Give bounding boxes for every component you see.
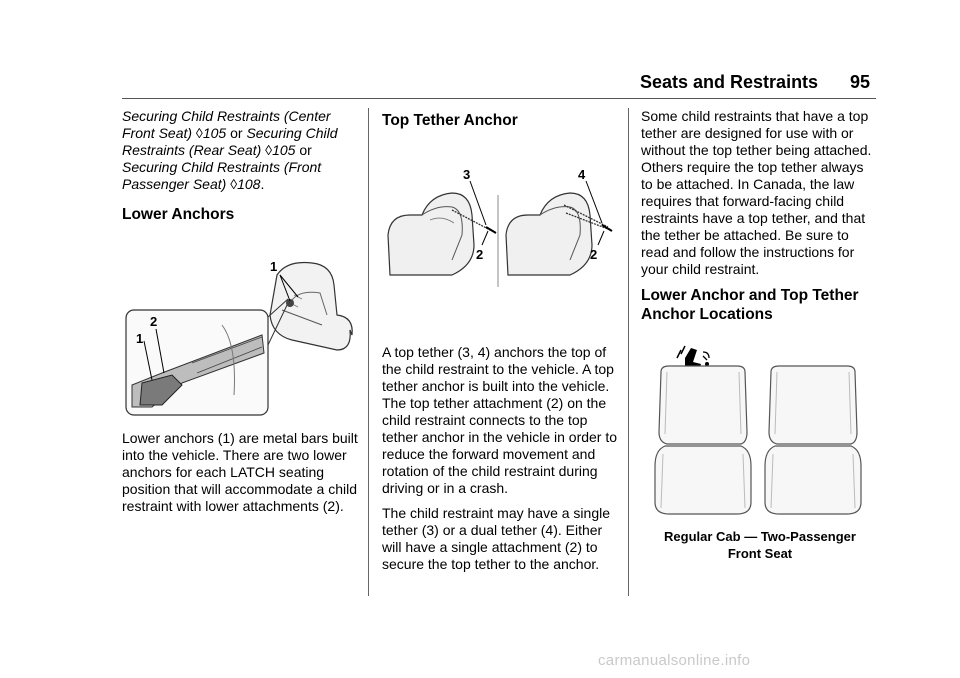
- xref-link-front-passenger[interactable]: Securing Child Restraints (Front Passenger Seat): [122, 159, 322, 192]
- tether-requirements-paragraph: Some child restraints that have a top tether are designed for use with or without the top tether being attached. Others require the top tether always to be attached. In Canada, the law requires that forward-facing child restraints have a top tether, and that the tether be attached. Be sure to read and follow the instructions for your child restraint.: [641, 108, 872, 277]
- page-number: 95: [850, 72, 871, 92]
- column-divider-1: [368, 108, 369, 596]
- label-1-bottom: 1: [136, 331, 144, 346]
- page-reference-icon: ◊: [265, 142, 273, 158]
- anchor-locations-illustration: [641, 342, 879, 522]
- site-watermark[interactable]: carmanualsonline.info: [598, 652, 751, 669]
- xref-period: .: [260, 176, 265, 192]
- label-3: 3: [463, 167, 471, 182]
- header-divider: [122, 98, 876, 99]
- page-reference-icon: ◊: [230, 176, 238, 192]
- top-tether-paragraph-1: A top tether (3, 4) anchors the top of the child restraint to the vehicle. A top tether anchor is built into the vehicle. The top tether attachment (2) on the child restraint connects to the top tether anchor in the vehicle in order to reduce the forward movement and rotation of the child restraint during driving or in a crash.: [382, 344, 618, 496]
- figure-caption: [641, 528, 879, 562]
- cross-reference-paragraph: [122, 108, 358, 193]
- xref-link-center-front[interactable]: Securing Child Restraints (Center Front Seat): [122, 108, 331, 141]
- xref-or: or: [299, 142, 312, 158]
- column-1-body: [122, 430, 358, 523]
- column-divider-2: [628, 108, 629, 596]
- caption-line-2: Front Seat: [727, 546, 793, 561]
- top-tether-paragraph-2: The child restraint may have a single tether (3) or a dual tether (4). Either will have a single attachment (2) to secure the top tether to the anchor.: [382, 505, 610, 572]
- column-3: [641, 108, 879, 324]
- label-2-left: 2: [476, 247, 484, 262]
- column-1: [122, 108, 358, 224]
- lower-anchors-illustration: [122, 255, 362, 420]
- heading-anchor-locations: Lower Anchor and Top Tether Anchor Locations: [641, 287, 859, 323]
- top-tether-illustration: [382, 165, 620, 295]
- xref-page-a[interactable]: 105: [202, 125, 227, 141]
- heading-top-tether-anchor: Top Tether Anchor: [382, 112, 518, 129]
- page-section-title: Seats and Restraints: [640, 72, 819, 92]
- lower-anchors-paragraph: Lower anchors (1) are metal bars built into the vehicle. There are two lower anchors for each LATCH seating position that will accommodate a child restraint with lower attachments (2).: [122, 430, 358, 514]
- label-1-top: 1: [270, 259, 278, 274]
- heading-lower-anchors: Lower Anchors: [122, 206, 235, 223]
- label-4: 4: [578, 167, 586, 182]
- label-2: 2: [150, 314, 158, 329]
- xref-or: or: [230, 125, 243, 141]
- xref-link-rear-seat[interactable]: Securing Child Restraints (Rear Seat): [122, 125, 338, 158]
- column-2-body: [382, 344, 620, 581]
- caption-line-1: Regular Cab — Two-Passenger: [664, 529, 856, 544]
- label-2-right: 2: [590, 247, 598, 262]
- xref-page-c[interactable]: 108: [237, 176, 261, 192]
- page-reference-icon: ◊: [195, 125, 203, 141]
- column-2: [382, 108, 620, 130]
- xref-page-b[interactable]: 105: [272, 142, 296, 158]
